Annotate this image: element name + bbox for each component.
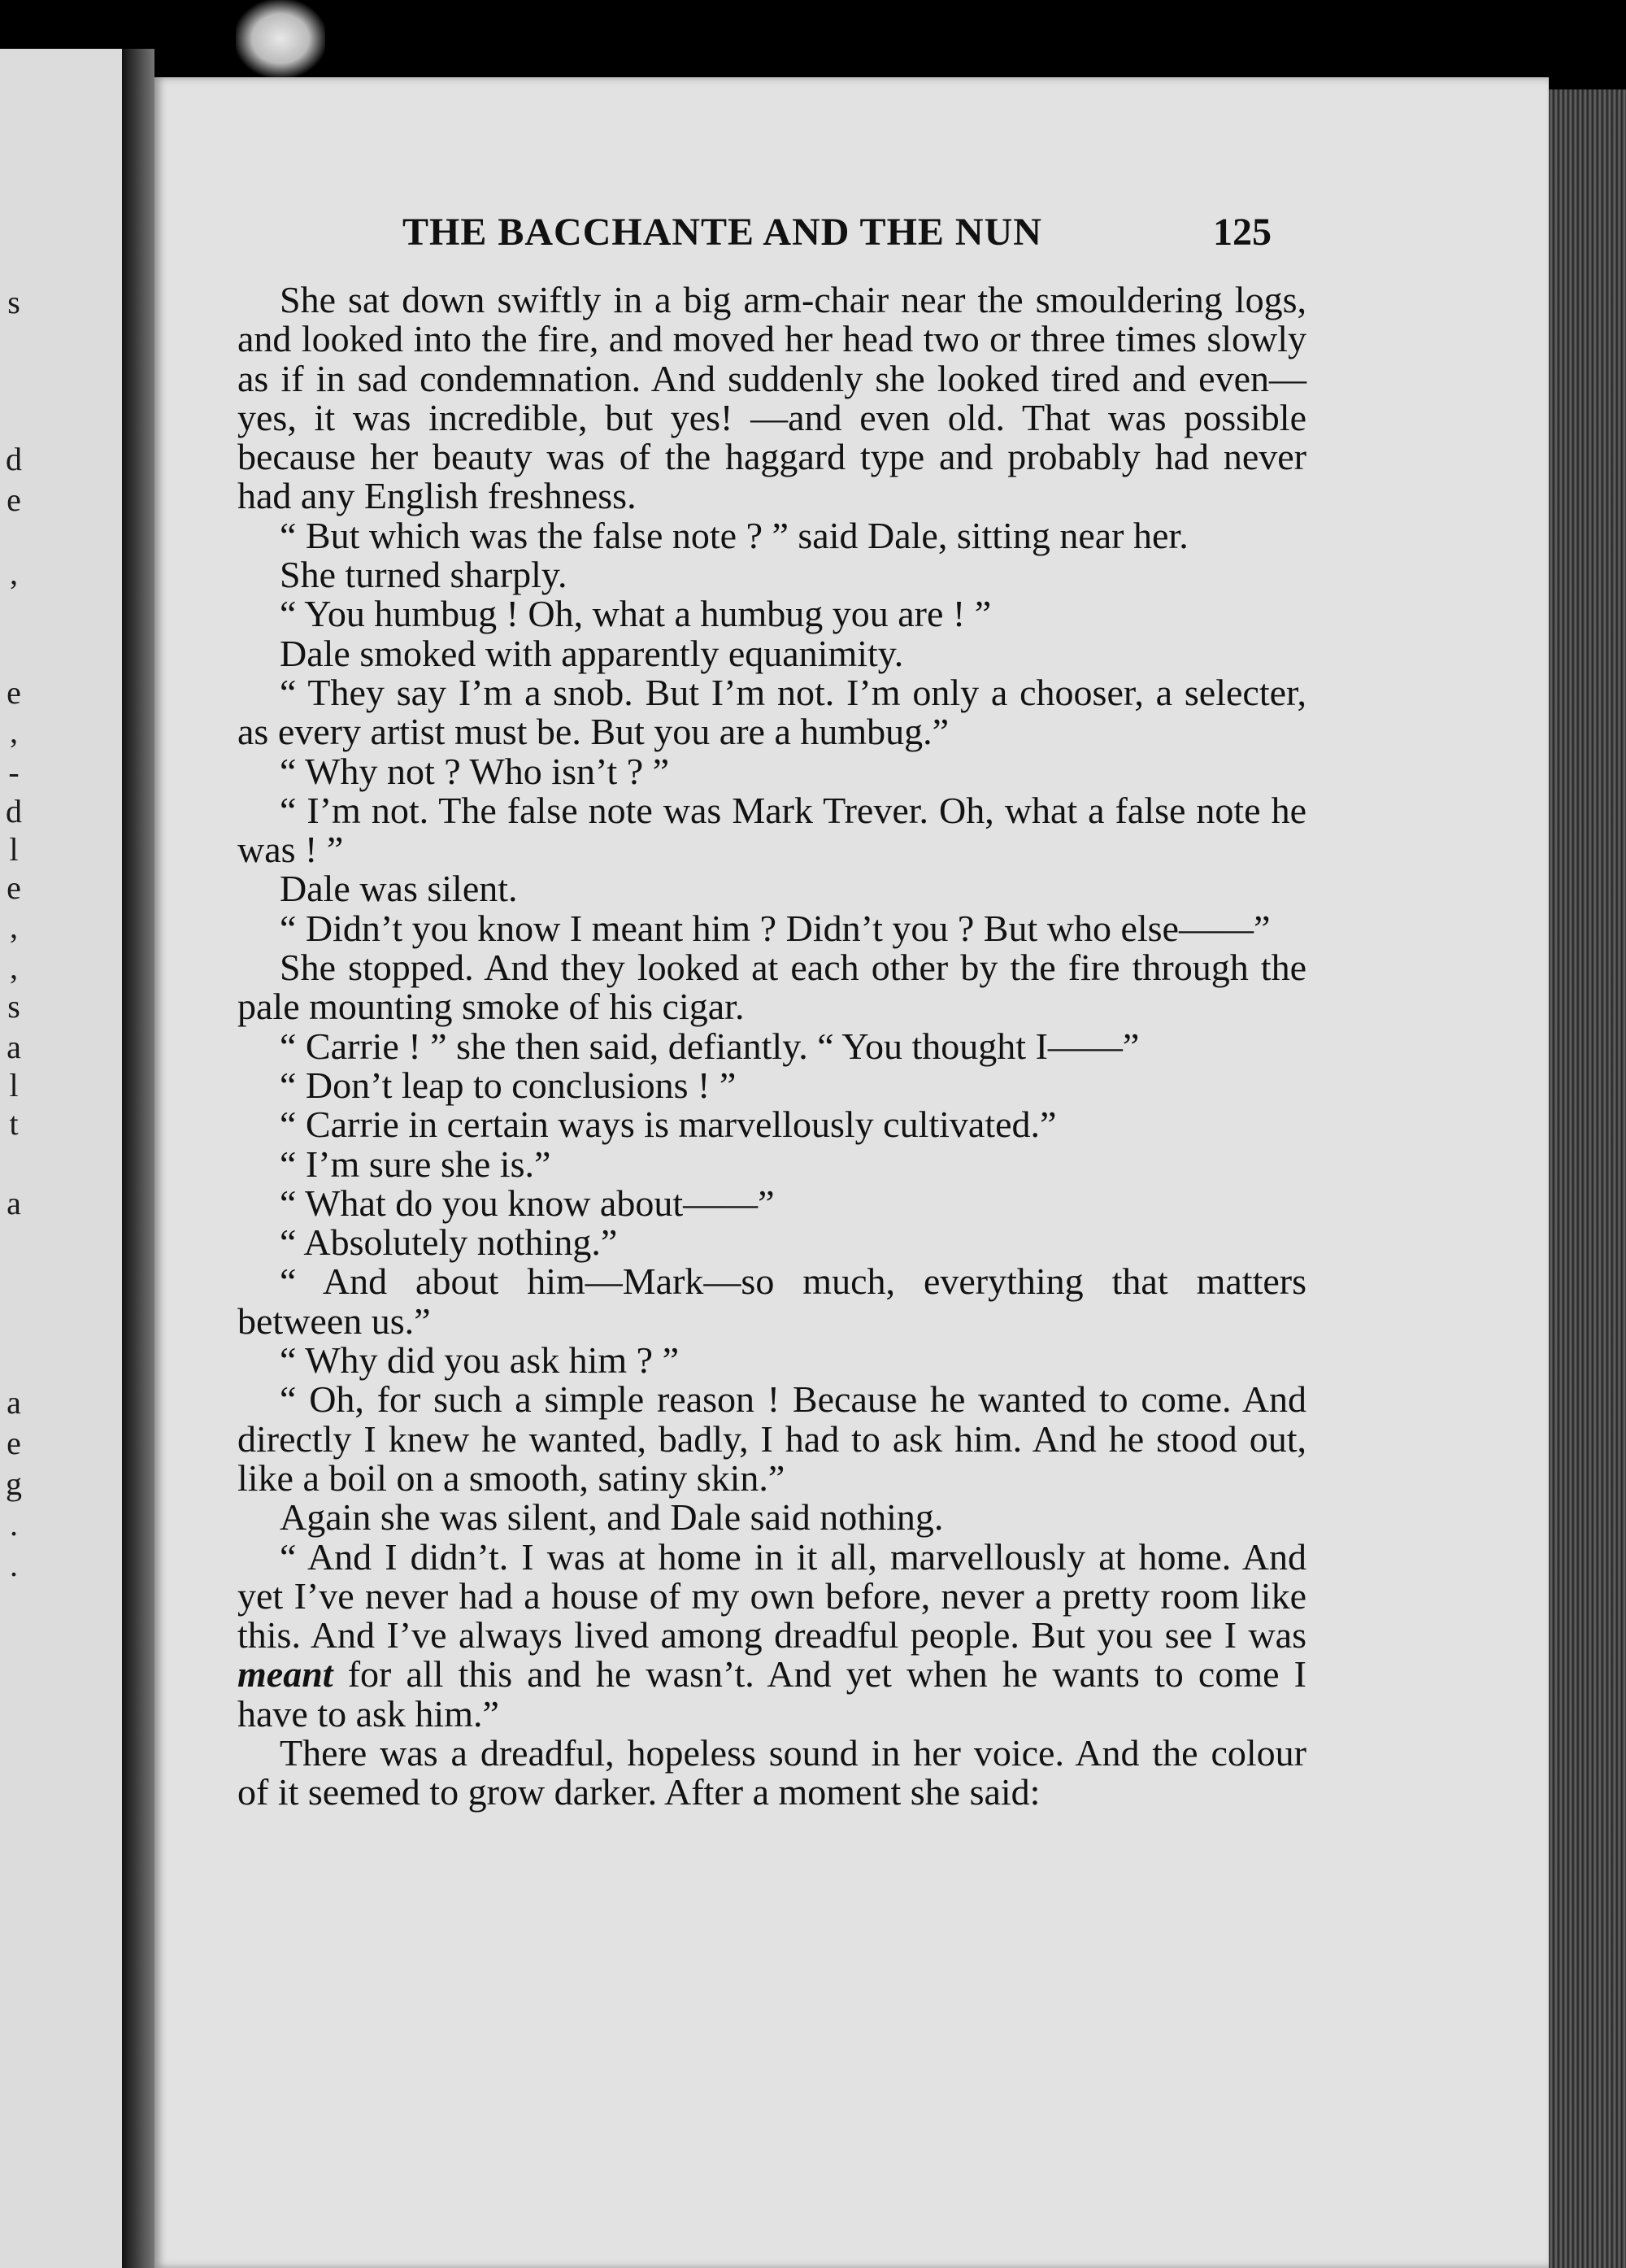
paragraph: “ I’m not. The false note was Mark Trever. Oh, what a false note he was ! ” [237,789,1306,871]
facing-page-fragment: , [10,555,18,591]
facing-page-fragment: a [7,1185,21,1221]
paragraph: “ And about him—Mark—so much, everything that matters between us.” [237,1260,1306,1342]
paragraph: “ They say I’m a snob. But I’m not. I’m only a chooser, a selecter, as every artist must be. But you are a humbug.” [237,671,1306,753]
paragraph: “ Why did you ask him ? ” [280,1339,679,1382]
paragraph: There was a dreadful, hopeless sound in her voice. And the colour of it seemed to grow darker. After a moment she said: [237,1731,1306,1813]
facing-page-fragment: a [7,1029,21,1065]
facing-page-fragment: , [10,908,18,945]
paragraph: “ You humbug ! Oh, what a humbug you are ! ” [280,593,992,635]
paragraph: “ Absolutely nothing.” [280,1221,618,1264]
paragraph: “ What do you know about——” [280,1182,775,1224]
paragraph: She stopped. And they looked at each other by the fire through the pale mounting smoke of his cigar. [237,947,1306,1028]
facing-page-fragment: s [7,988,20,1025]
facing-page-fragment: e [7,869,21,906]
paragraph-segment: “ And I didn’t. I was at home in it all, marvellously at home. And yet I’ve never had a house of my own before, never a pretty room like this. And I’ve always lived among dreadful people. But you see I was [237,1535,1306,1656]
paragraph: “ Why not ? Who isn’t ? ” [280,750,670,792]
facing-page-fragment: , [10,713,18,750]
facing-page-fragment: . [10,1506,18,1543]
facing-page-fragment: d [6,441,22,477]
paragraph: “ Carrie in certain ways is marvellously cultivated.” [280,1104,1057,1146]
facing-page-fragment: , [10,949,18,986]
facing-page-fragment: . [10,1547,18,1583]
paragraph: Again she was silent, and Dale said nothing. [280,1496,944,1539]
paragraph: “ Didn’t you know I meant him ? Didn’t you ? But who else——” [280,907,1271,949]
paragraph: She turned sharply. [280,554,567,596]
facing-page-fragment: - [8,754,20,790]
scan-artifact [236,0,325,77]
facing-page-fragment: l [9,1067,19,1104]
body-text [237,281,1306,1813]
facing-page-fragment: l [9,831,19,868]
facing-page-fragment: d [6,793,22,829]
page-stack-edge [1549,89,1626,2268]
facing-page-fragment: t [9,1105,19,1142]
facing-page-fragment: a [7,1384,21,1421]
paragraph: “ Carrie ! ” she then said, defiantly. “ You thought I——” [280,1025,1140,1067]
facing-page-fragment: g [6,1465,22,1502]
paragraph-segment: for all this and he wasn’t. And yet when he wants to come I have to ask him.” [237,1653,1306,1735]
facing-page-edge [0,49,122,2268]
facing-page-fragment: e [7,674,21,711]
running-title: THE BACCHANTE AND THE NUN [402,211,1042,254]
book-gutter [122,49,154,2268]
paragraph: “ Oh, for such a simple reason ! Because he wanted to come. And directly I knew he wanted, badly, I had to ask him. And he stood out, like a boil on a smooth, satiny skin.” [237,1378,1306,1499]
paragraph: “ Don’t leap to conclusions ! ” [280,1064,737,1106]
emphasized-word: meant [237,1653,333,1696]
facing-page-fragment: e [7,481,21,518]
paragraph [237,1535,1306,1735]
page-number: 125 [1213,211,1272,254]
facing-page-fragment: s [7,284,20,320]
paragraph: Dale smoked with apparently equanimity. [280,632,904,674]
paragraph: She sat down swiftly in a big arm-chair near the smouldering logs, and looked into the fire, and moved her head two or three times slowly as if in sad condemnation. And suddenly she looked tired and even—yes, it was incredible, but yes! —and even old. That was possible because her beauty was of the haggard type and probably had never had any English freshness. [237,279,1306,517]
paragraph: “ But which was the false note ? ” said Dale, sitting near her. [280,514,1189,556]
paragraph: Dale was silent. [280,868,518,910]
facing-page-fragment: e [7,1425,21,1461]
paragraph: “ I’m sure she is.” [280,1143,551,1185]
